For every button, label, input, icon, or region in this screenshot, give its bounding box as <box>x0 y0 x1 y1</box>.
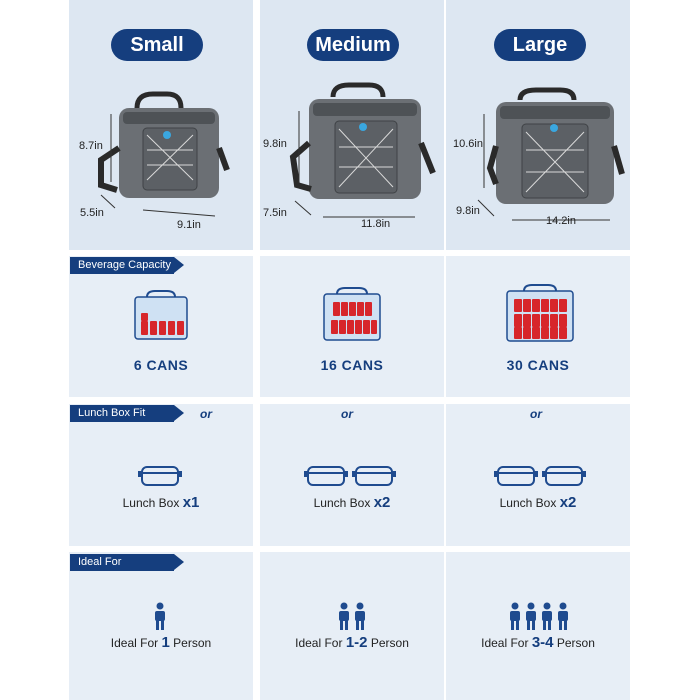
size-label-medium: Medium <box>307 29 399 61</box>
medium-cans-icon <box>321 288 383 342</box>
medium-lunchbox-icon <box>304 463 396 487</box>
small-depth-dim: 5.5in <box>80 207 104 219</box>
lunch-count: x2 <box>373 494 391 511</box>
lunch-label-text: Lunch Box <box>499 496 557 510</box>
ideal-people: 1 <box>161 634 170 651</box>
ideal-people: 1-2 <box>345 634 368 651</box>
medium-lunch-label <box>260 494 444 511</box>
small-height-dim: 8.7in <box>79 140 103 152</box>
large-lunchbox-icon <box>494 463 586 487</box>
small-person-icons <box>152 602 168 630</box>
small-lunch-label <box>69 494 253 511</box>
large-height-dim: 10.6in <box>453 138 483 150</box>
or-mark-large: or <box>530 407 542 421</box>
lunch-count: x2 <box>559 494 577 511</box>
medium-width-dim: 11.8in <box>361 218 391 230</box>
medium-cans-label: 16 CANS <box>320 357 384 373</box>
lunch-label-text: Lunch Box <box>122 496 180 510</box>
small-cans-label: 6 CANS <box>133 357 189 373</box>
medium-person-icons <box>336 602 368 630</box>
large-lunch-label <box>446 494 630 511</box>
small-ideal-label <box>69 634 253 651</box>
large-cans-label: 30 CANS <box>506 357 570 373</box>
small-cans-icon <box>131 291 191 341</box>
large-cans-icon <box>504 285 576 343</box>
lunch-count: x1 <box>182 494 200 511</box>
ideal-suffix: Person <box>370 636 409 650</box>
or-mark-medium: or <box>341 407 353 421</box>
ideal-suffix: Person <box>556 636 595 650</box>
ideal-prefix: Ideal For <box>110 636 159 650</box>
section-tag-lunch: Lunch Box Fit <box>70 405 174 422</box>
lunch-label-text: Lunch Box <box>313 496 371 510</box>
section-tag-beverage: Beverage Capacity <box>70 257 174 274</box>
ideal-prefix: Ideal For <box>481 636 529 650</box>
ideal-suffix: Person <box>173 636 212 650</box>
large-ideal-label <box>446 634 630 651</box>
medium-height-dim: 9.8in <box>263 138 287 150</box>
size-label-large: Large <box>494 29 586 61</box>
ideal-people: 3-4 <box>531 634 554 651</box>
small-bag-image <box>95 90 245 220</box>
small-width-dim: 9.1in <box>177 219 201 231</box>
or-mark-small: or <box>200 407 212 421</box>
large-bag-image <box>470 88 630 223</box>
size-label-small: Small <box>111 29 203 61</box>
large-depth-dim: 9.8in <box>456 205 480 217</box>
medium-bag-image <box>283 85 438 220</box>
medium-ideal-label <box>260 634 444 651</box>
medium-depth-dim: 7.5in <box>263 207 287 219</box>
large-width-dim: 14.2in <box>546 215 576 227</box>
small-lunchbox-icon <box>138 463 182 487</box>
section-tag-ideal: Ideal For <box>70 554 174 571</box>
ideal-prefix: Ideal For <box>295 636 343 650</box>
large-person-icons <box>507 602 571 630</box>
